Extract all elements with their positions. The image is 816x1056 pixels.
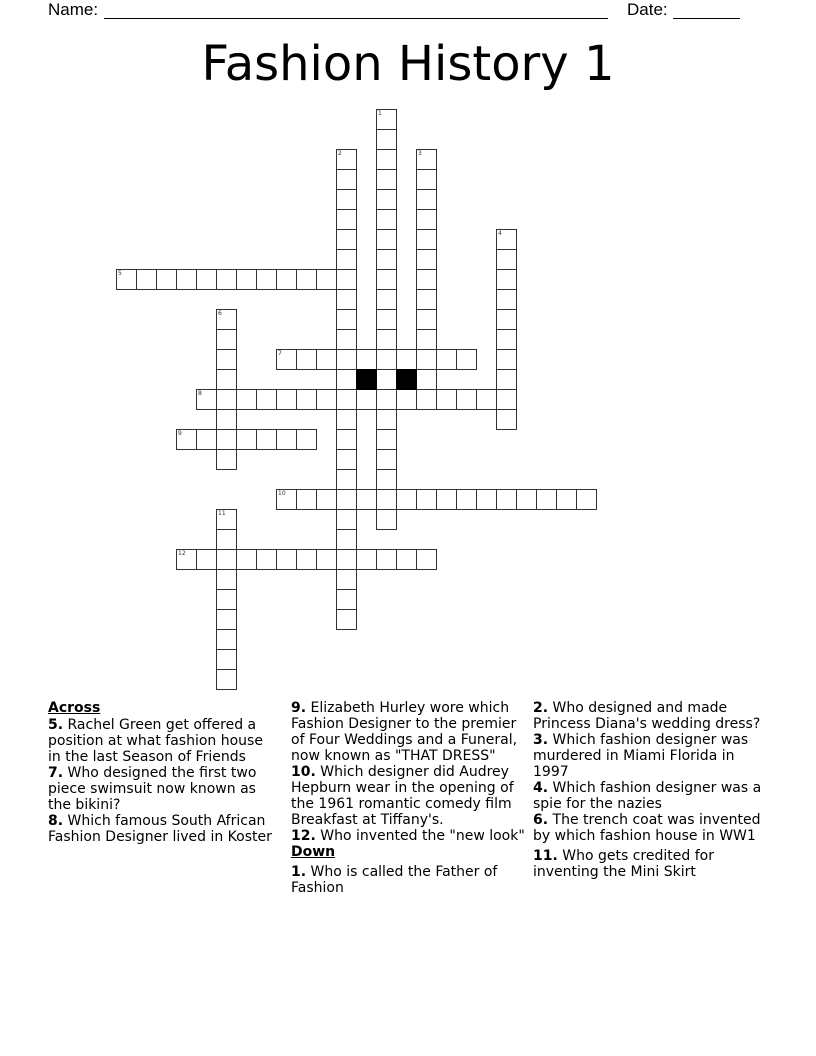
grid-cell[interactable] — [336, 369, 357, 390]
grid-cell[interactable] — [416, 189, 437, 210]
grid-cell[interactable] — [356, 489, 377, 510]
grid-cell[interactable] — [396, 349, 417, 370]
grid-cell[interactable] — [356, 349, 377, 370]
grid-cell[interactable] — [376, 409, 397, 430]
grid-cell[interactable] — [176, 429, 197, 450]
grid-cell[interactable] — [376, 269, 397, 290]
grid-cell[interactable] — [496, 229, 517, 250]
grid-cell[interactable] — [436, 349, 457, 370]
grid-cell[interactable] — [296, 429, 317, 450]
grid-cell[interactable] — [316, 389, 337, 410]
grid-cell[interactable] — [216, 509, 237, 530]
grid-cell[interactable] — [376, 229, 397, 250]
clues-column-2 — [291, 700, 527, 896]
grid-cell[interactable] — [336, 489, 357, 510]
clue-across-7: 7. Who designed the first two piece swimsuit now known as the bikini? — [48, 765, 257, 813]
grid-cell[interactable] — [336, 169, 357, 190]
date-field[interactable] — [673, 18, 740, 19]
grid-cell[interactable] — [296, 389, 317, 410]
grid-cell[interactable] — [336, 549, 357, 570]
grid-cell[interactable] — [496, 489, 517, 510]
grid-cell[interactable] — [376, 429, 397, 450]
clue-number: 11 — [218, 510, 226, 517]
grid-cell[interactable] — [496, 389, 517, 410]
grid-cell[interactable] — [296, 349, 317, 370]
grid-cell[interactable] — [336, 189, 357, 210]
grid-cell[interactable] — [416, 309, 437, 330]
grid-cell[interactable] — [396, 389, 417, 410]
grid-cell[interactable] — [216, 609, 237, 630]
grid-cell[interactable] — [336, 329, 357, 350]
grid-cell[interactable] — [336, 609, 357, 630]
grid-cell[interactable] — [556, 489, 577, 510]
grid-cell[interactable] — [496, 249, 517, 270]
grid-cell[interactable] — [336, 589, 357, 610]
grid-cell[interactable] — [296, 549, 317, 570]
grid-cell[interactable] — [336, 529, 357, 550]
name-label: Name: — [48, 0, 99, 19]
grid-cell[interactable] — [256, 549, 277, 570]
grid-cell[interactable] — [376, 509, 397, 530]
grid-cell[interactable] — [276, 429, 297, 450]
grid-cell[interactable] — [216, 429, 237, 450]
clue-number: 7 — [278, 350, 282, 357]
grid-cell[interactable] — [416, 349, 437, 370]
grid-cell[interactable] — [216, 549, 237, 570]
grid-cell[interactable] — [416, 549, 437, 570]
clue-across-5: 5. Rachel Green get offered a position at what fashion house in the last Season of Friends — [48, 717, 263, 765]
clue-number: 9 — [178, 430, 182, 437]
grid-cell[interactable] — [416, 249, 437, 270]
grid-cell[interactable] — [316, 549, 337, 570]
grid-cell[interactable] — [216, 629, 237, 650]
date-label: Date: — [627, 0, 668, 19]
grid-cell[interactable] — [376, 189, 397, 210]
grid-cell[interactable] — [376, 109, 397, 130]
grid-cell[interactable] — [276, 549, 297, 570]
grid-cell[interactable] — [496, 409, 517, 430]
grid-cell[interactable] — [236, 429, 257, 450]
grid-cell[interactable] — [256, 429, 277, 450]
clue-across-8: 8. Which famous South African Fashion Designer lived in Koster — [48, 813, 272, 845]
grid-cell[interactable] — [496, 289, 517, 310]
grid-cell[interactable] — [416, 289, 437, 310]
grid-cell[interactable] — [356, 549, 377, 570]
grid-cell[interactable] — [496, 349, 517, 370]
grid-cell[interactable] — [196, 549, 217, 570]
down-heading: Down — [291, 844, 336, 860]
clue-across-12: 12. Who invented the "new look" — [291, 828, 525, 844]
grid-cell[interactable] — [396, 549, 417, 570]
clue-number: 5 — [118, 270, 122, 277]
grid-cell[interactable] — [176, 269, 197, 290]
grid-cell[interactable] — [336, 449, 357, 470]
grid-cell[interactable] — [336, 269, 357, 290]
grid-cell[interactable] — [416, 389, 437, 410]
clue-number: 4 — [498, 230, 502, 237]
grid-cell[interactable] — [336, 469, 357, 490]
grid-cell[interactable] — [336, 389, 357, 410]
grid-cell[interactable] — [576, 489, 597, 510]
grid-cell[interactable] — [236, 269, 257, 290]
clue-number: 12 — [178, 550, 186, 557]
grid-cell[interactable] — [176, 549, 197, 570]
grid-cell[interactable] — [216, 589, 237, 610]
grid-cell[interactable] — [216, 329, 237, 350]
grid-cell[interactable] — [376, 249, 397, 270]
clue-down-11: 11. Who gets credited for inventing the Mini Skirt — [533, 848, 714, 880]
grid-cell[interactable] — [376, 149, 397, 170]
grid-cell[interactable] — [156, 269, 177, 290]
grid-cell[interactable] — [456, 489, 477, 510]
grid-cell[interactable] — [336, 309, 357, 330]
grid-cell[interactable] — [256, 389, 277, 410]
grid-cell[interactable] — [376, 369, 397, 390]
grid-cell[interactable] — [536, 489, 557, 510]
clue-number: 1 — [378, 110, 382, 117]
grid-cell[interactable] — [376, 309, 397, 330]
grid-cell[interactable] — [336, 429, 357, 450]
grid-cell[interactable] — [376, 329, 397, 350]
grid-cell[interactable] — [316, 349, 337, 370]
grid-cell[interactable] — [456, 349, 477, 370]
clue-down-4: 4. Which fashion designer was a spie for the nazies — [533, 780, 762, 812]
grid-cell[interactable] — [276, 389, 297, 410]
grid-cell[interactable] — [296, 269, 317, 290]
grid-cell[interactable] — [336, 249, 357, 270]
grid-cell[interactable] — [216, 569, 237, 590]
grid-cell[interactable] — [416, 489, 437, 510]
grid-cell[interactable] — [416, 149, 437, 170]
grid-cell[interactable] — [216, 309, 237, 330]
grid-cell[interactable] — [376, 389, 397, 410]
grid-cell[interactable] — [216, 389, 237, 410]
black-cell — [396, 369, 417, 390]
clue-number: 3 — [418, 150, 422, 157]
grid-cell[interactable] — [216, 669, 237, 690]
grid-cell[interactable] — [396, 489, 417, 510]
grid-cell[interactable] — [336, 289, 357, 310]
grid-cell[interactable] — [416, 209, 437, 230]
clue-across-9: 9. Elizabeth Hurley wore which Fashion Designer to the premier of Four Weddings and a Funeral, now known as "THAT DRESS" — [291, 700, 518, 764]
grid-cell[interactable] — [216, 649, 237, 670]
grid-cell[interactable] — [496, 329, 517, 350]
grid-cell[interactable] — [216, 269, 237, 290]
grid-cell[interactable] — [376, 469, 397, 490]
grid-cell[interactable] — [516, 489, 537, 510]
grid-cell[interactable] — [416, 329, 437, 350]
grid-cell[interactable] — [276, 349, 297, 370]
clue-number: 10 — [278, 490, 286, 497]
clues-column-3 — [533, 700, 769, 880]
clue-number: 8 — [198, 390, 202, 397]
grid-cell[interactable] — [256, 269, 277, 290]
grid-cell[interactable] — [416, 369, 437, 390]
black-cell — [356, 369, 377, 390]
page-title: Fashion History 1 — [201, 36, 615, 92]
clue-number: 2 — [338, 150, 342, 157]
grid-cell[interactable] — [196, 389, 217, 410]
grid-cell[interactable] — [196, 269, 217, 290]
grid-cell[interactable] — [276, 269, 297, 290]
grid-cell[interactable] — [336, 209, 357, 230]
name-field[interactable] — [104, 18, 608, 19]
grid-cell[interactable] — [336, 569, 357, 590]
clue-down-3: 3. Which fashion designer was murdered in Miami Florida in 1997 — [533, 732, 749, 780]
grid-cell[interactable] — [476, 389, 497, 410]
grid-cell[interactable] — [496, 369, 517, 390]
grid-cell[interactable] — [436, 389, 457, 410]
grid-cell[interactable] — [316, 489, 337, 510]
grid-cell[interactable] — [336, 229, 357, 250]
across-heading: Across — [48, 700, 101, 716]
grid-cell[interactable] — [496, 269, 517, 290]
grid-cell[interactable] — [236, 549, 257, 570]
grid-cell[interactable] — [376, 209, 397, 230]
grid-cell[interactable] — [336, 149, 357, 170]
grid-cell[interactable] — [416, 269, 437, 290]
grid-cell[interactable] — [336, 409, 357, 430]
grid-cell[interactable] — [216, 449, 237, 470]
grid-cell[interactable] — [336, 349, 357, 370]
grid-cell[interactable] — [416, 229, 437, 250]
grid-cell[interactable] — [196, 429, 217, 450]
clues-column-1 — [48, 700, 280, 845]
clue-across-10: 10. Which designer did Audrey Hepburn wear in the opening of the 1961 romantic comedy film Breakfast at Tiffany's. — [291, 764, 514, 828]
grid-cell[interactable] — [356, 389, 377, 410]
grid-cell[interactable] — [216, 529, 237, 550]
grid-cell[interactable] — [336, 509, 357, 530]
grid-cell[interactable] — [216, 369, 237, 390]
grid-cell[interactable] — [236, 389, 257, 410]
clue-down-6: 6. The trench coat was invented by which fashion house in WW1 — [533, 812, 761, 844]
grid-cell[interactable] — [216, 349, 237, 370]
grid-cell[interactable] — [376, 349, 397, 370]
grid-cell[interactable] — [416, 169, 437, 190]
grid-cell[interactable] — [436, 489, 457, 510]
grid-cell[interactable] — [476, 489, 497, 510]
grid-cell[interactable] — [376, 169, 397, 190]
grid-cell[interactable] — [376, 129, 397, 150]
grid-cell[interactable] — [296, 489, 317, 510]
clue-down-2: 2. Who designed and made Princess Diana's wedding dress? — [533, 700, 761, 732]
grid-cell[interactable] — [376, 289, 397, 310]
grid-cell[interactable] — [376, 549, 397, 570]
grid-cell[interactable] — [116, 269, 137, 290]
worksheet-header — [0, 0, 816, 24]
grid-cell[interactable] — [276, 489, 297, 510]
grid-cell[interactable] — [376, 489, 397, 510]
grid-cell[interactable] — [136, 269, 157, 290]
grid-cell[interactable] — [496, 309, 517, 330]
grid-cell[interactable] — [216, 409, 237, 430]
grid-cell[interactable] — [376, 449, 397, 470]
grid-cell[interactable] — [456, 389, 477, 410]
grid-cell[interactable] — [316, 269, 337, 290]
clue-number: 6 — [218, 310, 222, 317]
clue-down-1: 1. Who is called the Father of Fashion — [291, 864, 498, 896]
